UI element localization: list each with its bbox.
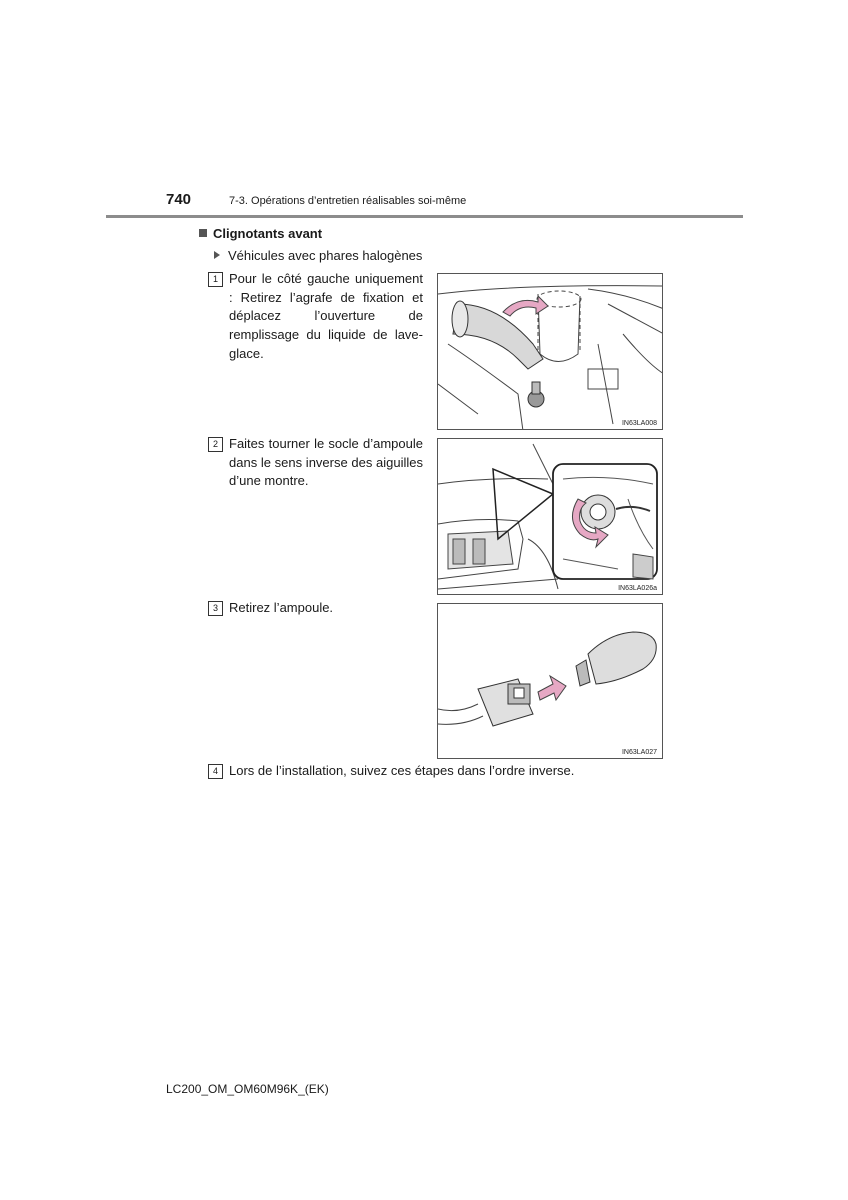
step-number-4: 4 [208, 764, 223, 779]
figure-code-3: IN63LA027 [621, 749, 657, 756]
figure-code-1: IN63LA008 [621, 420, 657, 427]
square-bullet-icon [199, 229, 207, 237]
step-text-1: Pour le côté gauche uniquement : Retirez l’agrafe de fixation et déplacez l’ouverture de remplissage du liquide de lave-glace. [229, 271, 423, 361]
subheading-text: Véhicules avec phares halogènes [228, 248, 423, 263]
step-text-3: Retirez l’ampoule. [229, 600, 334, 615]
header-rule [106, 215, 743, 218]
figure-bulb-socket [437, 438, 663, 595]
figure-washer-filler [437, 273, 663, 430]
figure-code-2: IN63LA026a [618, 585, 657, 592]
footer-code: LC200_OM_OM60M96K_(EK) [166, 1082, 329, 1096]
step-text-2: Faites tourner le socle d’ampoule dans le sens inverse des aiguilles d’une montre. [229, 436, 423, 489]
washer-filler-illustration [438, 274, 663, 430]
heading [199, 226, 322, 241]
figure-bulb-removal [437, 603, 663, 759]
step-number-3: 3 [208, 601, 223, 616]
heading-text: Clignotants avant [213, 226, 323, 241]
step-number-2: 2 [208, 437, 223, 452]
bulb-socket-illustration [438, 439, 663, 595]
bulb-removal-illustration [438, 604, 663, 759]
page-number: 740 [166, 191, 192, 208]
step-text-4: Lors de l’installation, suivez ces étapes dans l’ordre inverse. [229, 763, 575, 778]
subheading [214, 248, 422, 263]
triangle-bullet-icon [214, 251, 220, 259]
section-title: 7-3. Opérations d’entretien réalisables soi-même [229, 195, 467, 207]
step-number-1: 1 [208, 272, 223, 287]
